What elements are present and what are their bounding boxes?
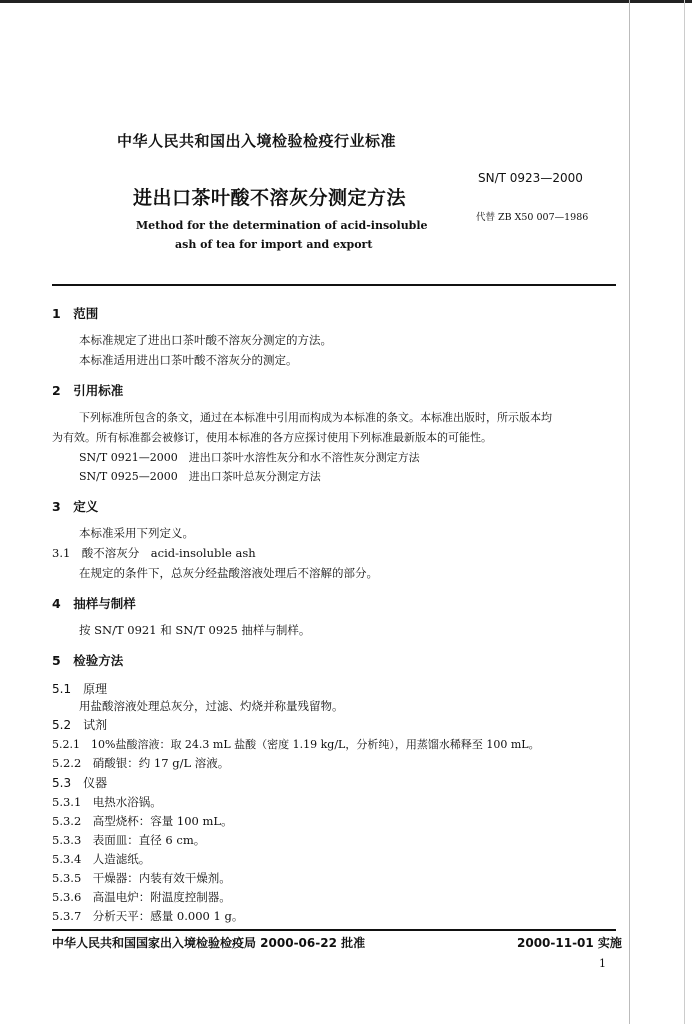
replaces-note: 代替 ZB X50 007—1986 — [476, 212, 589, 223]
clause-5-3-5: 5.3.5 干燥器：内装有效干燥剂。 — [52, 871, 231, 885]
section-heading-5: 5 检验方法 — [52, 653, 124, 668]
approval-note: 中华人民共和国国家出入境检验检疫局 2000-06-22 批准 — [52, 936, 366, 950]
org-title: 中华人民共和国出入境检验检疫行业标准 — [117, 132, 397, 150]
subsection-5-1: 5.1 原理 — [52, 682, 108, 696]
section-4-para-1: 按 SN/T 0921 和 SN/T 0925 抽样与制样。 — [79, 623, 311, 637]
section-2-reference-2: SN/T 0925—2000 进出口茶叶总灰分测定方法 — [79, 470, 321, 483]
definition-text: 在规定的条件下，总灰分经盐酸溶液处理后不溶解的部分。 — [79, 566, 378, 580]
clause-5-2-1: 5.2.1 10%盐酸溶液：取 24.3 mL 盐酸（密度 1.19 kg/L，分析纯），用蒸馏水稀释至 100 mL。 — [52, 738, 540, 751]
section-heading-1: 1 范围 — [52, 306, 99, 321]
clause-5-3-2: 5.3.2 高型烧杯：容量 100 mL。 — [52, 814, 233, 828]
clause-5-3-6: 5.3.6 高温电炉：附温度控制器。 — [52, 890, 231, 904]
header-rule — [52, 284, 616, 286]
standard-code: SN/T 0923—2000 — [478, 171, 583, 185]
subsection-5-3: 5.3 仪器 — [52, 776, 108, 790]
section-3-para-1: 本标准采用下列定义。 — [79, 526, 194, 540]
section-1-para-1: 本标准规定了进出口茶叶酸不溶灰分测定的方法。 — [79, 333, 332, 347]
page-edge-line-outer — [684, 0, 685, 1024]
section-2-para-1a: 下列标准所包含的条文，通过在本标准中引用而构成为本标准的条文。本标准出版时，所示版本均 — [79, 411, 552, 424]
footer-rule — [52, 929, 616, 931]
section-heading-3: 3 定义 — [52, 499, 99, 514]
definition-title: 3.1 酸不溶灰分 acid-insoluble ash — [52, 546, 256, 560]
clause-5-3-7: 5.3.7 分析天平：感量 0.000 1 g。 — [52, 909, 244, 923]
section-heading-2: 2 引用标准 — [52, 383, 124, 398]
section-heading-4: 4 抽样与制样 — [52, 596, 136, 611]
english-title-line-1: Method for the determination of acid-insoluble — [136, 219, 428, 232]
clause-5-3-4: 5.3.4 人造滤纸。 — [52, 852, 151, 866]
section-2-para-1b: 为有效。所有标准都会被修订，使用本标准的各方应探讨使用下列标准最新版本的可能性。 — [52, 431, 492, 444]
english-title-line-2: ash of tea for import and export — [175, 238, 373, 251]
implementation-date: 2000-11-01 实施 — [517, 936, 622, 950]
section-2-reference-1: SN/T 0921—2000 进出口茶叶水溶性灰分和水不溶性灰分测定方法 — [79, 451, 420, 464]
clause-5-2-2: 5.2.2 硝酸银：约 17 g/L 溶液。 — [52, 756, 230, 770]
section-1-para-2: 本标准适用进出口茶叶酸不溶灰分的测定。 — [79, 353, 298, 367]
subsection-5-1-text: 用盐酸溶液处理总灰分，过滤、灼烧并称量残留物。 — [79, 699, 344, 713]
page-edge-line — [629, 0, 630, 1024]
top-border — [0, 0, 692, 3]
page-number: 1 — [599, 957, 606, 970]
document-title: 进出口茶叶酸不溶灰分测定方法 — [133, 187, 407, 209]
clause-5-3-3: 5.3.3 表面皿：直径 6 cm。 — [52, 833, 206, 847]
subsection-5-2: 5.2 试剂 — [52, 718, 108, 732]
clause-5-3-1: 5.3.1 电热水浴锅。 — [52, 795, 162, 809]
